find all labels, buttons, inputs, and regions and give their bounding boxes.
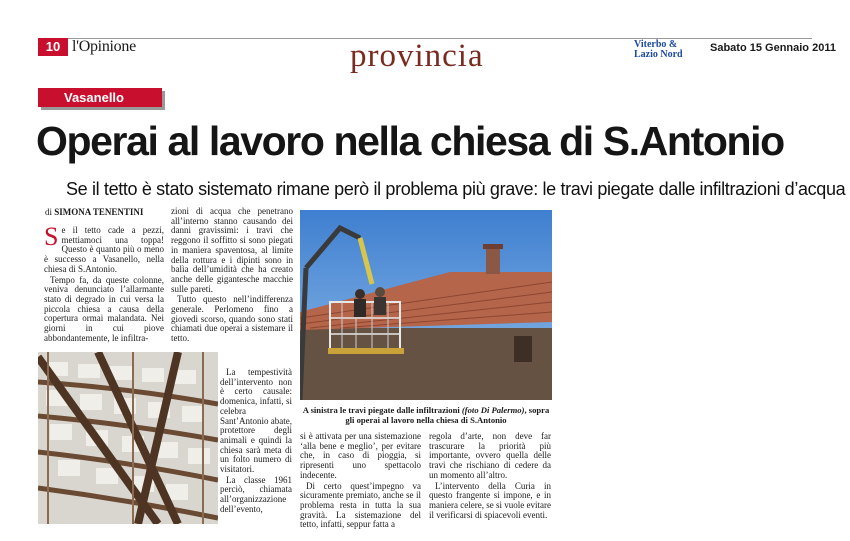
subheadline: Se il tetto è stato sistemato rimane però il problema più grave: le travi piegate dalle infiltrazioni d’acqua xyxy=(66,179,846,199)
col1-paragraph-2: Tempo fa, da queste colonne, veniva denunciato l’allarmante stato di degrado in cui versa la piccola chiesa a causa della copertura ormai malandata. Nei giorni in cui piove abbondantemente, le infiltra- xyxy=(44,274,164,343)
column-4 xyxy=(429,432,551,521)
col2-paragraph-2: Tutto questo nell’indifferenza generale. Perlomeno fino a giovedì scorso, quando sono stati chiamati due operai a sistemare il tetto. xyxy=(171,294,293,344)
byline-prefix: di xyxy=(45,207,53,217)
col3-paragraph-2: Di certo quest’impegno va sicuramente premiato, anche se il problema resta in tutta la sua gravità. La sistemazione del tetto, infatti, seppur fatta a xyxy=(300,480,421,530)
caption-part-1: A sinistra le travi piegate dalle infiltrazioni xyxy=(302,405,462,415)
col4-paragraph-2: L’intervento della Curia in questo frangente si impone, e in maniera celere, se si vuole evitare il verificarsi di spiacevoli eventi. xyxy=(429,480,551,520)
caption-part-2: , sopra gli operai al lavoro nella chiesa di S.Antonio xyxy=(345,405,550,425)
photo-workers-roof xyxy=(300,210,552,400)
issue-date: Sabato 15 Gennaio 2011 xyxy=(710,42,836,54)
column-2-continued xyxy=(220,368,292,516)
col2-paragraph-1: zioni di acqua che penetrano all’interno stanno causando dei danni gravissimi: i travi che reggono il soffitto si sono piegati in maniera spaventosa, al limite della rottura e i dipinti sono in balìa dell’umidità che ha creato anche delle gigantesche macchie sulle pareti. xyxy=(171,206,293,294)
byline xyxy=(45,207,143,217)
newspaper-logo: l'Opinione xyxy=(72,38,136,55)
location-tag: Vasanello xyxy=(38,88,162,107)
region-label: Viterbo & Lazio Nord xyxy=(634,39,683,60)
byline-author: SIMONA TENENTINI xyxy=(54,207,144,217)
photo-ceiling-beams xyxy=(38,352,218,524)
section-title: provincia xyxy=(350,38,484,74)
col2b-paragraph-2: La classe 1961 perciò, chiamata all’organizzazione dell’evento, xyxy=(220,474,292,514)
page-number: 10 xyxy=(38,38,68,56)
dropcap: S xyxy=(44,222,59,251)
col1-paragraph-1: e il tetto cade a pezzi, mettiamoci una toppa! Questo è quanto più o meno è successo a Vasanello, nella chiesa di S.Antonio. xyxy=(44,225,164,274)
ceiling-beams-image xyxy=(38,352,218,524)
column-1 xyxy=(44,222,164,344)
headline: Operai al lavoro nella chiesa di S.Antonio xyxy=(36,118,784,164)
workers-roof-image xyxy=(300,210,552,400)
col3-paragraph-1: si è attivata per una sistemazione ‘alla bene e meglio’, per evitare che, in caso di pioggia, si ripresenti uno spettacolo indecente. xyxy=(300,431,421,480)
col4-paragraph-1: regola d’arte, non deve far trascurare la priorità più importante, ovvero quella delle travi che rischiano di cedere da un momento all’altro. xyxy=(429,431,551,480)
col2b-paragraph-1: La tempestività dell’intervento non è certo causale: domenica, infatti, si celebra Sant’Antonio abate, protettore degli animali e quindi la chiesa sarà meta di un folto numero di visitatori. xyxy=(220,367,292,475)
caption-photo-credit: (foto Di Palermo) xyxy=(461,405,525,415)
column-2 xyxy=(171,207,293,345)
column-3 xyxy=(300,432,421,531)
photo-caption xyxy=(300,405,552,425)
